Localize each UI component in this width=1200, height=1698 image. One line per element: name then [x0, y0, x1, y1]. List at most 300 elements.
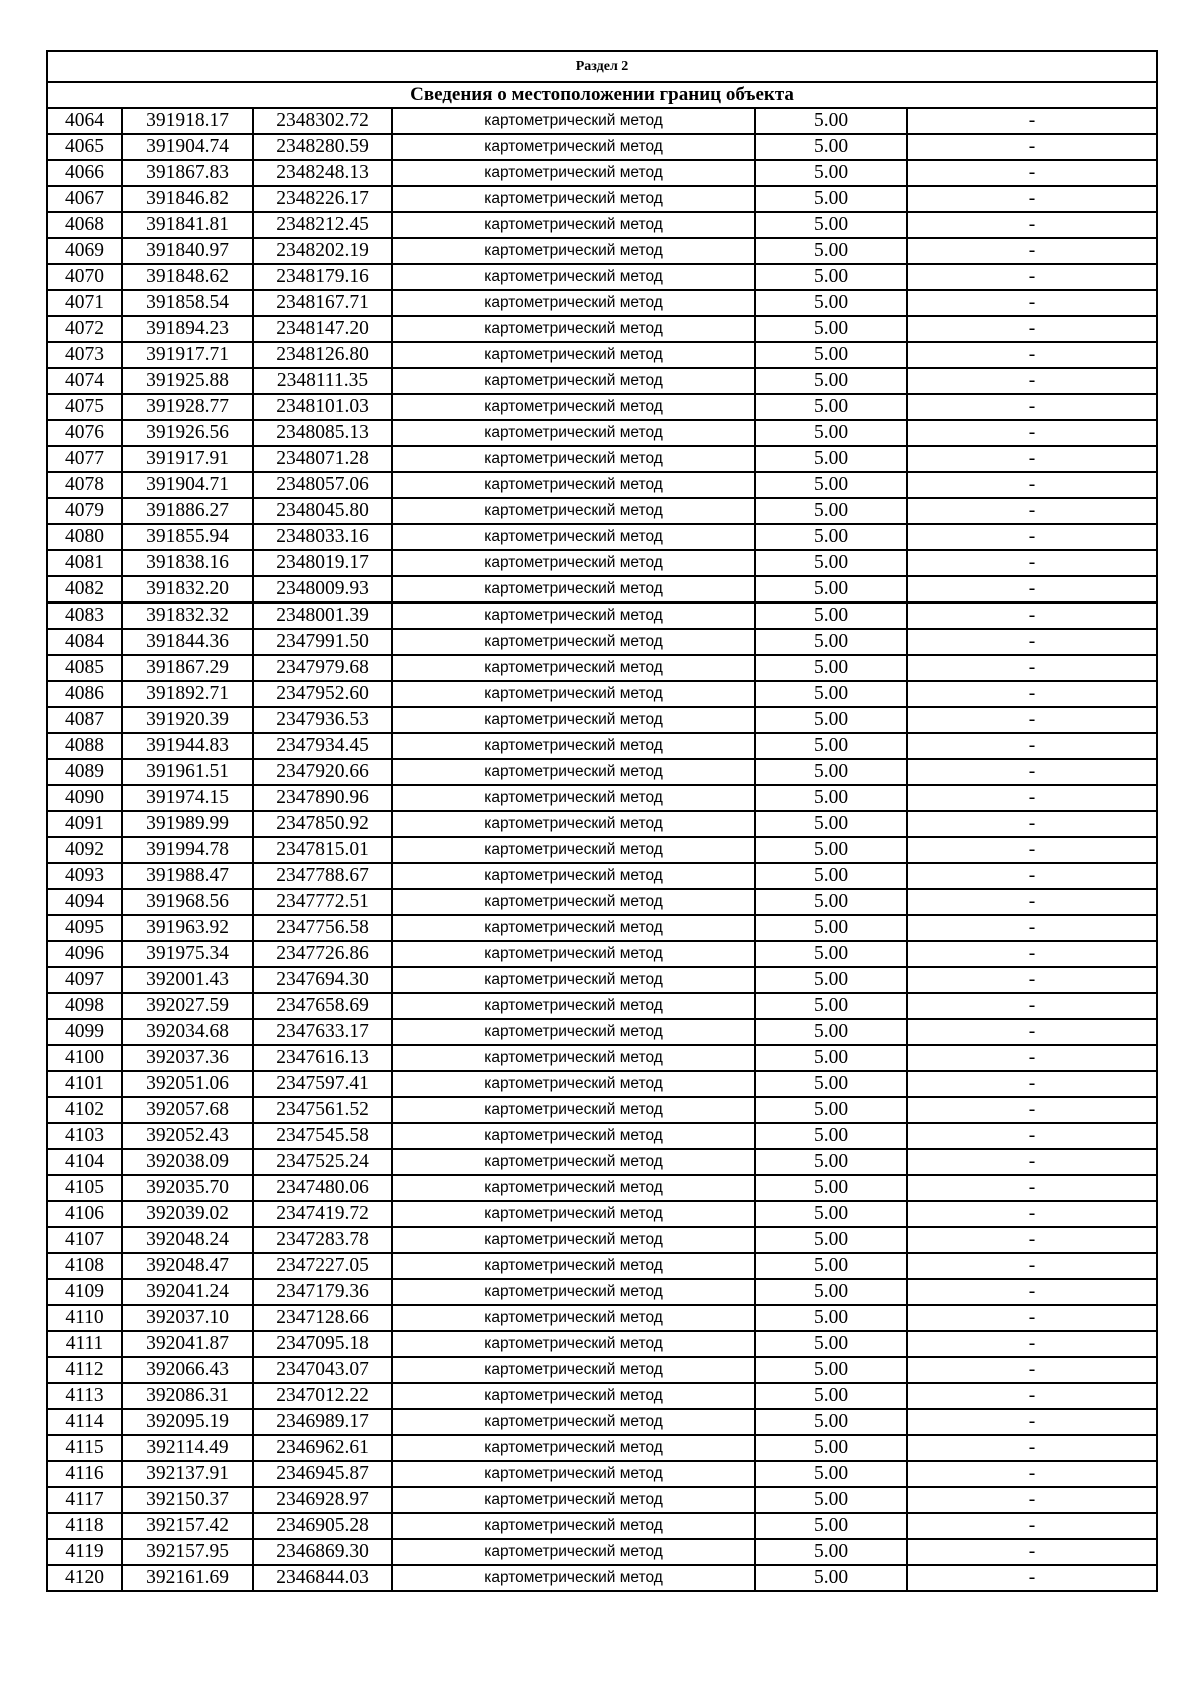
x-coordinate-cell: 391855.94	[122, 524, 253, 550]
y-coordinate-cell: 2348071.28	[253, 446, 392, 472]
y-coordinate-cell: 2347525.24	[253, 1149, 392, 1175]
y-coordinate-cell: 2347043.07	[253, 1357, 392, 1383]
description-cell: -	[907, 1565, 1157, 1591]
accuracy-cell: 5.00	[755, 1331, 907, 1357]
x-coordinate-cell: 391917.71	[122, 342, 253, 368]
table-row	[47, 681, 1157, 707]
description-cell: -	[907, 993, 1157, 1019]
point-number-cell: 4096	[47, 941, 122, 967]
accuracy-cell: 5.00	[755, 576, 907, 603]
point-number-cell: 4120	[47, 1565, 122, 1591]
table-title: Сведения о местоположении границ объекта	[47, 82, 1157, 108]
point-number-cell: 4091	[47, 811, 122, 837]
x-coordinate-cell: 391989.99	[122, 811, 253, 837]
point-number-cell: 4093	[47, 863, 122, 889]
method-cell: картометрический метод	[392, 1461, 755, 1487]
method-cell: картометрический метод	[392, 1227, 755, 1253]
y-coordinate-cell: 2346869.30	[253, 1539, 392, 1565]
table-row	[47, 498, 1157, 524]
method-cell: картометрический метод	[392, 837, 755, 863]
y-coordinate-cell: 2347815.01	[253, 837, 392, 863]
y-coordinate-cell: 2347694.30	[253, 967, 392, 993]
table-row	[47, 290, 1157, 316]
x-coordinate-cell: 391926.56	[122, 420, 253, 446]
y-coordinate-cell: 2348202.19	[253, 238, 392, 264]
description-cell: -	[907, 733, 1157, 759]
description-cell: -	[907, 212, 1157, 238]
accuracy-cell: 5.00	[755, 1201, 907, 1227]
accuracy-cell: 5.00	[755, 1149, 907, 1175]
x-coordinate-cell: 391841.81	[122, 212, 253, 238]
y-coordinate-cell: 2348302.72	[253, 108, 392, 134]
y-coordinate-cell: 2346945.87	[253, 1461, 392, 1487]
description-cell: -	[907, 1331, 1157, 1357]
method-cell: картометрический метод	[392, 1097, 755, 1123]
point-number-cell: 4070	[47, 264, 122, 290]
point-number-cell: 4088	[47, 733, 122, 759]
x-coordinate-cell: 391963.92	[122, 915, 253, 941]
accuracy-cell: 5.00	[755, 1227, 907, 1253]
method-cell: картометрический метод	[392, 186, 755, 212]
point-number-cell: 4110	[47, 1305, 122, 1331]
table-row	[47, 108, 1157, 134]
x-coordinate-cell: 391904.71	[122, 472, 253, 498]
y-coordinate-cell: 2347756.58	[253, 915, 392, 941]
table-row	[47, 993, 1157, 1019]
method-cell: картометрический метод	[392, 1513, 755, 1539]
accuracy-cell: 5.00	[755, 264, 907, 290]
y-coordinate-cell: 2346844.03	[253, 1565, 392, 1591]
y-coordinate-cell: 2348179.16	[253, 264, 392, 290]
accuracy-cell: 5.00	[755, 472, 907, 498]
section-label: Раздел 2	[47, 51, 1157, 82]
method-cell: картометрический метод	[392, 629, 755, 655]
y-coordinate-cell: 2347952.60	[253, 681, 392, 707]
table-row	[47, 1123, 1157, 1149]
table-row	[47, 1435, 1157, 1461]
point-number-cell: 4082	[47, 576, 122, 603]
accuracy-cell: 5.00	[755, 394, 907, 420]
y-coordinate-cell: 2347128.66	[253, 1305, 392, 1331]
description-cell: -	[907, 1175, 1157, 1201]
description-cell: -	[907, 1123, 1157, 1149]
accuracy-cell: 5.00	[755, 1565, 907, 1591]
x-coordinate-cell: 392086.31	[122, 1383, 253, 1409]
method-cell: картометрический метод	[392, 550, 755, 576]
y-coordinate-cell: 2347179.36	[253, 1279, 392, 1305]
accuracy-cell: 5.00	[755, 1175, 907, 1201]
point-number-cell: 4103	[47, 1123, 122, 1149]
description-cell: -	[907, 420, 1157, 446]
description-cell: -	[907, 316, 1157, 342]
x-coordinate-cell: 391968.56	[122, 889, 253, 915]
point-number-cell: 4068	[47, 212, 122, 238]
table-row	[47, 420, 1157, 446]
description-cell: -	[907, 394, 1157, 420]
point-number-cell: 4084	[47, 629, 122, 655]
accuracy-cell: 5.00	[755, 1461, 907, 1487]
accuracy-cell: 5.00	[755, 1539, 907, 1565]
x-coordinate-cell: 392057.68	[122, 1097, 253, 1123]
method-cell: картометрический метод	[392, 212, 755, 238]
y-coordinate-cell: 2346905.28	[253, 1513, 392, 1539]
y-coordinate-cell: 2348045.80	[253, 498, 392, 524]
point-number-cell: 4073	[47, 342, 122, 368]
table-row	[47, 316, 1157, 342]
method-cell: картометрический метод	[392, 863, 755, 889]
accuracy-cell: 5.00	[755, 1097, 907, 1123]
x-coordinate-cell: 391844.36	[122, 629, 253, 655]
y-coordinate-cell: 2348001.39	[253, 603, 392, 630]
description-cell: -	[907, 967, 1157, 993]
point-number-cell: 4081	[47, 550, 122, 576]
y-coordinate-cell: 2347890.96	[253, 785, 392, 811]
accuracy-cell: 5.00	[755, 1305, 907, 1331]
x-coordinate-cell: 392051.06	[122, 1071, 253, 1097]
y-coordinate-cell: 2347561.52	[253, 1097, 392, 1123]
method-cell: картометрический метод	[392, 603, 755, 630]
description-cell: -	[907, 134, 1157, 160]
point-number-cell: 4064	[47, 108, 122, 134]
table-row	[47, 629, 1157, 655]
table-row	[47, 134, 1157, 160]
description-cell: -	[907, 472, 1157, 498]
x-coordinate-cell: 392038.09	[122, 1149, 253, 1175]
table-row	[47, 603, 1157, 630]
table-row	[47, 238, 1157, 264]
point-number-cell: 4100	[47, 1045, 122, 1071]
table-row	[47, 576, 1157, 603]
table-row	[47, 1357, 1157, 1383]
description-cell: -	[907, 1253, 1157, 1279]
point-number-cell: 4116	[47, 1461, 122, 1487]
accuracy-cell: 5.00	[755, 733, 907, 759]
accuracy-cell: 5.00	[755, 759, 907, 785]
x-coordinate-cell: 391975.34	[122, 941, 253, 967]
accuracy-cell: 5.00	[755, 915, 907, 941]
y-coordinate-cell: 2348226.17	[253, 186, 392, 212]
description-cell: -	[907, 1357, 1157, 1383]
accuracy-cell: 5.00	[755, 681, 907, 707]
x-coordinate-cell: 392041.24	[122, 1279, 253, 1305]
method-cell: картометрический метод	[392, 1487, 755, 1513]
accuracy-cell: 5.00	[755, 134, 907, 160]
accuracy-cell: 5.00	[755, 108, 907, 134]
y-coordinate-cell: 2348147.20	[253, 316, 392, 342]
method-cell: картометрический метод	[392, 967, 755, 993]
x-coordinate-cell: 391961.51	[122, 759, 253, 785]
y-coordinate-cell: 2347991.50	[253, 629, 392, 655]
description-cell: -	[907, 915, 1157, 941]
description-cell: -	[907, 1149, 1157, 1175]
x-coordinate-cell: 391974.15	[122, 785, 253, 811]
accuracy-cell: 5.00	[755, 655, 907, 681]
method-cell: картометрический метод	[392, 785, 755, 811]
method-cell: картометрический метод	[392, 1539, 755, 1565]
y-coordinate-cell: 2346962.61	[253, 1435, 392, 1461]
y-coordinate-cell: 2347597.41	[253, 1071, 392, 1097]
method-cell: картометрический метод	[392, 472, 755, 498]
y-coordinate-cell: 2347934.45	[253, 733, 392, 759]
description-cell: -	[907, 1383, 1157, 1409]
method-cell: картометрический метод	[392, 1279, 755, 1305]
method-cell: картометрический метод	[392, 733, 755, 759]
description-cell: -	[907, 1305, 1157, 1331]
title-row	[47, 82, 1157, 108]
description-cell: -	[907, 238, 1157, 264]
table-row	[47, 1227, 1157, 1253]
table-row	[47, 915, 1157, 941]
table-row	[47, 212, 1157, 238]
accuracy-cell: 5.00	[755, 603, 907, 630]
method-cell: картометрический метод	[392, 1253, 755, 1279]
description-cell: -	[907, 707, 1157, 733]
description-cell: -	[907, 1019, 1157, 1045]
table-row	[47, 1253, 1157, 1279]
point-number-cell: 4099	[47, 1019, 122, 1045]
x-coordinate-cell: 391917.91	[122, 446, 253, 472]
accuracy-cell: 5.00	[755, 1409, 907, 1435]
x-coordinate-cell: 392157.95	[122, 1539, 253, 1565]
point-number-cell: 4118	[47, 1513, 122, 1539]
point-number-cell: 4117	[47, 1487, 122, 1513]
y-coordinate-cell: 2347283.78	[253, 1227, 392, 1253]
method-cell: картометрический метод	[392, 238, 755, 264]
table-row	[47, 342, 1157, 368]
accuracy-cell: 5.00	[755, 707, 907, 733]
x-coordinate-cell: 391867.83	[122, 160, 253, 186]
point-number-cell: 4106	[47, 1201, 122, 1227]
table-row	[47, 1201, 1157, 1227]
y-coordinate-cell: 2348280.59	[253, 134, 392, 160]
table-row	[47, 1149, 1157, 1175]
description-cell: -	[907, 1539, 1157, 1565]
point-number-cell: 4074	[47, 368, 122, 394]
x-coordinate-cell: 392034.68	[122, 1019, 253, 1045]
y-coordinate-cell: 2348009.93	[253, 576, 392, 603]
accuracy-cell: 5.00	[755, 1045, 907, 1071]
table-row	[47, 1045, 1157, 1071]
point-number-cell: 4078	[47, 472, 122, 498]
x-coordinate-cell: 392157.42	[122, 1513, 253, 1539]
accuracy-cell: 5.00	[755, 1487, 907, 1513]
description-cell: -	[907, 186, 1157, 212]
description-cell: -	[907, 290, 1157, 316]
point-number-cell: 4097	[47, 967, 122, 993]
point-number-cell: 4083	[47, 603, 122, 630]
x-coordinate-cell: 392048.47	[122, 1253, 253, 1279]
accuracy-cell: 5.00	[755, 342, 907, 368]
accuracy-cell: 5.00	[755, 993, 907, 1019]
x-coordinate-cell: 391925.88	[122, 368, 253, 394]
point-number-cell: 4108	[47, 1253, 122, 1279]
method-cell: картометрический метод	[392, 889, 755, 915]
method-cell: картометрический метод	[392, 759, 755, 785]
accuracy-cell: 5.00	[755, 368, 907, 394]
point-number-cell: 4107	[47, 1227, 122, 1253]
x-coordinate-cell: 391848.62	[122, 264, 253, 290]
method-cell: картометрический метод	[392, 1331, 755, 1357]
description-cell: -	[907, 108, 1157, 134]
description-cell: -	[907, 889, 1157, 915]
accuracy-cell: 5.00	[755, 550, 907, 576]
description-cell: -	[907, 1435, 1157, 1461]
method-cell: картометрический метод	[392, 941, 755, 967]
x-coordinate-cell: 391886.27	[122, 498, 253, 524]
method-cell: картометрический метод	[392, 811, 755, 837]
method-cell: картометрический метод	[392, 1045, 755, 1071]
y-coordinate-cell: 2348248.13	[253, 160, 392, 186]
table-row	[47, 1175, 1157, 1201]
accuracy-cell: 5.00	[755, 1253, 907, 1279]
point-number-cell: 4094	[47, 889, 122, 915]
table-row	[47, 1071, 1157, 1097]
table-row	[47, 186, 1157, 212]
method-cell: картометрический метод	[392, 420, 755, 446]
table-row	[47, 1487, 1157, 1513]
method-cell: картометрический метод	[392, 368, 755, 394]
table-row	[47, 1305, 1157, 1331]
y-coordinate-cell: 2346928.97	[253, 1487, 392, 1513]
y-coordinate-cell: 2348111.35	[253, 368, 392, 394]
x-coordinate-cell: 391918.17	[122, 108, 253, 134]
table-row	[47, 837, 1157, 863]
accuracy-cell: 5.00	[755, 941, 907, 967]
table-row	[47, 1019, 1157, 1045]
method-cell: картометрический метод	[392, 1565, 755, 1591]
x-coordinate-cell: 391904.74	[122, 134, 253, 160]
table-row	[47, 655, 1157, 681]
y-coordinate-cell: 2348033.16	[253, 524, 392, 550]
table-row	[47, 1409, 1157, 1435]
y-coordinate-cell: 2346989.17	[253, 1409, 392, 1435]
description-cell: -	[907, 498, 1157, 524]
method-cell: картометрический метод	[392, 1435, 755, 1461]
accuracy-cell: 5.00	[755, 420, 907, 446]
table-row	[47, 707, 1157, 733]
description-cell: -	[907, 863, 1157, 889]
point-number-cell: 4104	[47, 1149, 122, 1175]
point-number-cell: 4087	[47, 707, 122, 733]
x-coordinate-cell: 392035.70	[122, 1175, 253, 1201]
description-cell: -	[907, 160, 1157, 186]
point-number-cell: 4079	[47, 498, 122, 524]
section-row	[47, 51, 1157, 82]
method-cell: картометрический метод	[392, 264, 755, 290]
accuracy-cell: 5.00	[755, 967, 907, 993]
method-cell: картометрический метод	[392, 1409, 755, 1435]
point-number-cell: 4089	[47, 759, 122, 785]
table-row	[47, 863, 1157, 889]
description-cell: -	[907, 550, 1157, 576]
table-row	[47, 941, 1157, 967]
description-cell: -	[907, 1279, 1157, 1305]
y-coordinate-cell: 2348126.80	[253, 342, 392, 368]
table-row	[47, 368, 1157, 394]
table-row	[47, 1279, 1157, 1305]
y-coordinate-cell: 2347726.86	[253, 941, 392, 967]
y-coordinate-cell: 2347616.13	[253, 1045, 392, 1071]
point-number-cell: 4098	[47, 993, 122, 1019]
point-number-cell: 4113	[47, 1383, 122, 1409]
table-body	[47, 108, 1157, 1591]
point-number-cell: 4109	[47, 1279, 122, 1305]
point-number-cell: 4075	[47, 394, 122, 420]
description-cell: -	[907, 759, 1157, 785]
description-cell: -	[907, 785, 1157, 811]
method-cell: картометрический метод	[392, 655, 755, 681]
accuracy-cell: 5.00	[755, 629, 907, 655]
description-cell: -	[907, 368, 1157, 394]
y-coordinate-cell: 2347545.58	[253, 1123, 392, 1149]
y-coordinate-cell: 2347633.17	[253, 1019, 392, 1045]
accuracy-cell: 5.00	[755, 1019, 907, 1045]
x-coordinate-cell: 391838.16	[122, 550, 253, 576]
method-cell: картометрический метод	[392, 342, 755, 368]
point-number-cell: 4115	[47, 1435, 122, 1461]
method-cell: картометрический метод	[392, 707, 755, 733]
table-row	[47, 1539, 1157, 1565]
description-cell: -	[907, 941, 1157, 967]
x-coordinate-cell: 391920.39	[122, 707, 253, 733]
accuracy-cell: 5.00	[755, 1435, 907, 1461]
accuracy-cell: 5.00	[755, 1513, 907, 1539]
method-cell: картометрический метод	[392, 1071, 755, 1097]
point-number-cell: 4071	[47, 290, 122, 316]
x-coordinate-cell: 392048.24	[122, 1227, 253, 1253]
y-coordinate-cell: 2348085.13	[253, 420, 392, 446]
point-number-cell: 4085	[47, 655, 122, 681]
x-coordinate-cell: 392037.36	[122, 1045, 253, 1071]
y-coordinate-cell: 2347095.18	[253, 1331, 392, 1357]
y-coordinate-cell: 2347850.92	[253, 811, 392, 837]
table-row	[47, 1331, 1157, 1357]
x-coordinate-cell: 391867.29	[122, 655, 253, 681]
table-row	[47, 759, 1157, 785]
table-row	[47, 472, 1157, 498]
accuracy-cell: 5.00	[755, 1123, 907, 1149]
point-number-cell: 4119	[47, 1539, 122, 1565]
accuracy-cell: 5.00	[755, 889, 907, 915]
y-coordinate-cell: 2348212.45	[253, 212, 392, 238]
y-coordinate-cell: 2347419.72	[253, 1201, 392, 1227]
x-coordinate-cell: 392150.37	[122, 1487, 253, 1513]
description-cell: -	[907, 1071, 1157, 1097]
y-coordinate-cell: 2347788.67	[253, 863, 392, 889]
method-cell: картометрический метод	[392, 1175, 755, 1201]
x-coordinate-cell: 391858.54	[122, 290, 253, 316]
description-cell: -	[907, 1513, 1157, 1539]
description-cell: -	[907, 629, 1157, 655]
table-row	[47, 1513, 1157, 1539]
method-cell: картометрический метод	[392, 915, 755, 941]
y-coordinate-cell: 2347936.53	[253, 707, 392, 733]
y-coordinate-cell: 2347920.66	[253, 759, 392, 785]
description-cell: -	[907, 681, 1157, 707]
accuracy-cell: 5.00	[755, 186, 907, 212]
x-coordinate-cell: 391944.83	[122, 733, 253, 759]
accuracy-cell: 5.00	[755, 212, 907, 238]
method-cell: картометрический метод	[392, 498, 755, 524]
point-number-cell: 4095	[47, 915, 122, 941]
table-row	[47, 524, 1157, 550]
point-number-cell: 4067	[47, 186, 122, 212]
y-coordinate-cell: 2347658.69	[253, 993, 392, 1019]
point-number-cell: 4090	[47, 785, 122, 811]
accuracy-cell: 5.00	[755, 290, 907, 316]
point-number-cell: 4065	[47, 134, 122, 160]
method-cell: картометрический метод	[392, 576, 755, 603]
